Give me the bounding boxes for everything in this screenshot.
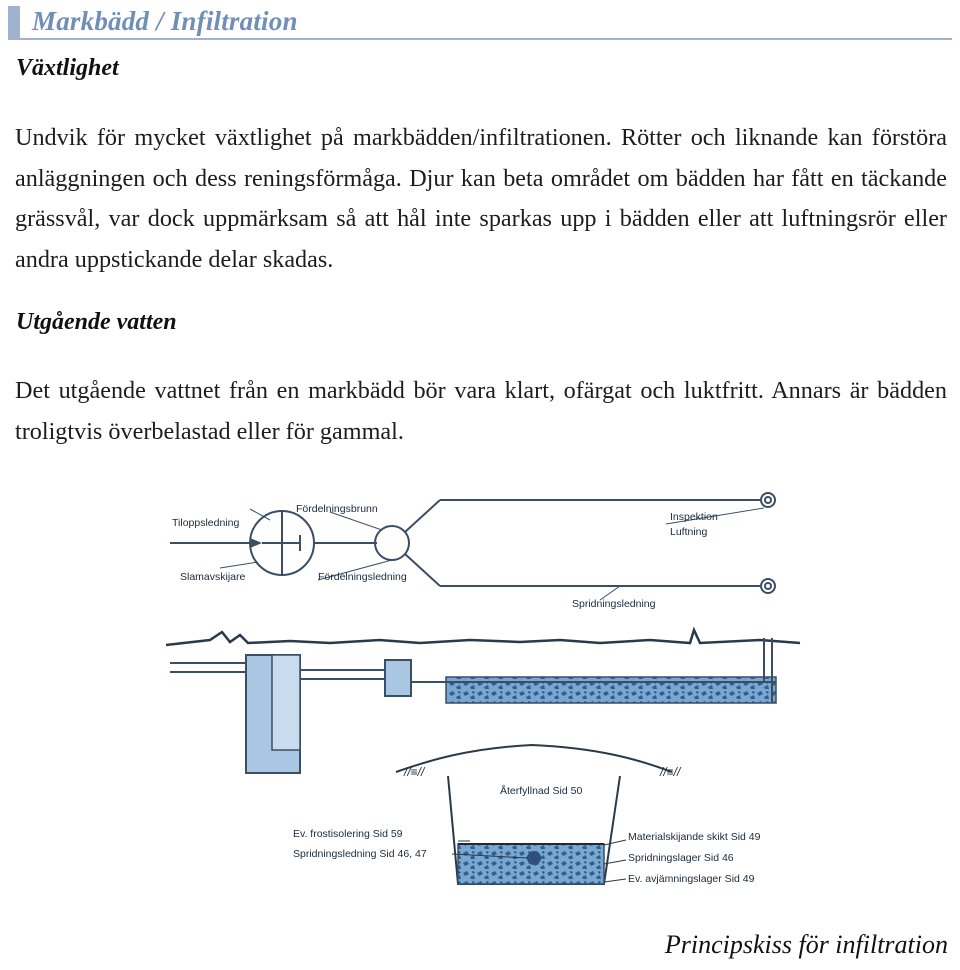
label-luftning: Luftning (670, 526, 708, 538)
inspection-pipe-bottom (761, 579, 775, 593)
label-fordelningsbrunn: Fördelningsbrunn (296, 503, 378, 515)
long-section (166, 630, 800, 773)
distribution-well-plan (375, 526, 409, 560)
heading-utgaende-vatten: Utgående vatten (16, 309, 177, 335)
label-slamavskiljare: Slamavskijare (180, 571, 246, 583)
label-tilloppsledning: Tiloppsledning (172, 517, 240, 529)
infiltration-diagram (0, 480, 960, 920)
label-spridningsledning: Spridningsledning (572, 598, 656, 610)
svg-text://≡//: //≡// (404, 765, 425, 779)
ground-surface (166, 630, 800, 645)
gravel-bed-section (446, 677, 776, 703)
section-header (8, 4, 952, 40)
heading-vaxtlighet: Växtlighet (16, 55, 119, 81)
page-title: Markbädd / Infiltration (32, 6, 298, 36)
label-spridningsledning-sid: Spridningsledning Sid 46, 47 (293, 848, 427, 860)
distribution-well-section (385, 660, 411, 696)
spreading-pipe-cross (527, 851, 541, 865)
inlet-arrow-icon (250, 538, 262, 548)
label-inspektion: Inspektion (670, 511, 718, 523)
label-fordelningsledning: Fördelningsledning (318, 571, 407, 583)
paragraph-vaxtlighet: Undvik för mycket växtlighet på markbädden/infiltrationen. Rötter och liknande kan förstöra anläggningen och dess reningsförmåga. Djur kan beta området om bädden har fått en täckande grässvål, var dock uppmärksam så att hål inte sparkas upp i bädden eller att luftningsrör eller andra uppstickande delar skadas. (15, 124, 947, 273)
inspection-pipe-top (761, 493, 775, 507)
label-avjamningslager: Ev. avjämningslager Sid 49 (628, 873, 755, 885)
plan-view (170, 493, 775, 600)
mound-surface (396, 745, 672, 772)
paragraph-utgaende-vatten: Det utgående vattnet från en markbädd bör vara klart, ofärgat och luktfritt. Annars är bädden troligtvis överbelastad eller för gammal. (15, 377, 947, 445)
label-materialskiljande: Materialskijande skikt Sid 49 (628, 831, 761, 843)
label-aterfyllnad: Återfyllnad Sid 50 (500, 785, 583, 797)
diagram-caption: Principskiss för infiltration (664, 930, 948, 959)
header-accent-bar (8, 6, 20, 40)
label-frostisolering: Ev. frostisolering Sid 59 (293, 828, 403, 840)
svg-text://≡//: //≡// (660, 765, 681, 779)
label-spridningslager: Spridningslager Sid 46 (628, 852, 734, 864)
header-rule (20, 38, 952, 40)
